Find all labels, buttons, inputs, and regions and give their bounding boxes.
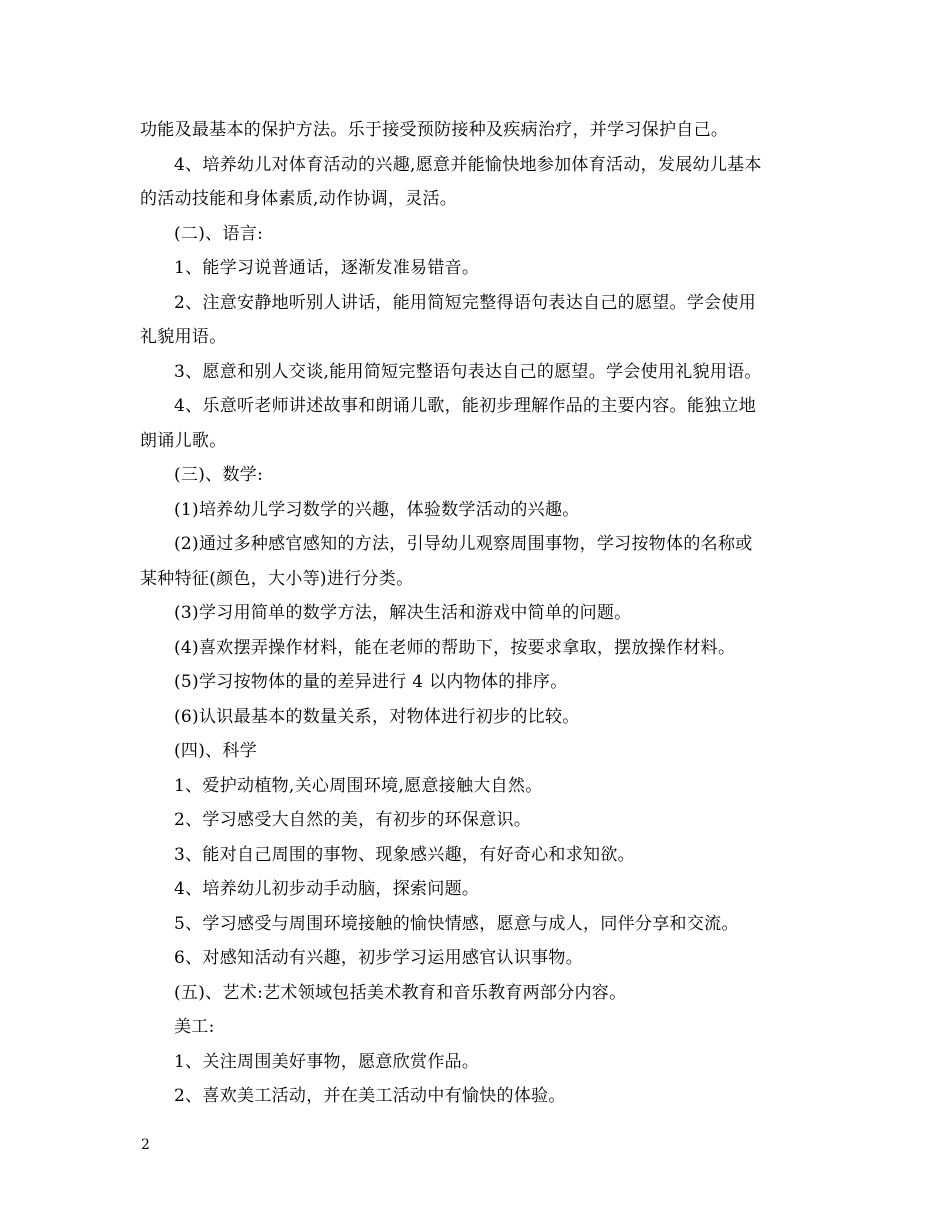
text-line: (6)认识最基本的数量关系，对物体进行初步的比较。: [174, 706, 580, 727]
text-line: 2、喜欢美工活动，并在美工活动中有愉快的体验。: [174, 1086, 566, 1106]
text-line: 1、关注周围美好事物，愿意欣赏作品。: [174, 1051, 480, 1072]
section-heading: (三)、数学:: [174, 465, 264, 485]
text-line: (1)培养幼儿学习数学的兴趣，体验数学活动的兴趣。: [174, 499, 580, 520]
text-line: (3)学习用简单的数学方法，解决生活和游戏中简单的问题。: [174, 603, 632, 623]
text-line: 5、学习感受与周围环境接触的愉快情感，愿意与成人，同伴分享和交流。: [174, 913, 739, 934]
text-line: 某种特征(颜色，大小等)进行分类。: [140, 568, 414, 589]
page-number: 2: [141, 1137, 150, 1153]
text-line: 的活动技能和身体素质,动作协调，灵活。: [140, 189, 458, 209]
text-line: 2、注意安静地听别人讲话，能用简短完整得语句表达自己的愿望。学会使用: [174, 292, 757, 313]
text-line: (5)学习按物体的量的差异进行 4 以内物体的排序。: [174, 672, 568, 692]
text-line: 2、学习感受大自然的美，有初步的环保意识。: [174, 810, 532, 830]
text-line: 3、愿意和别人交谈,能用简短完整语句表达自己的愿望。学会使用礼貌用语。: [174, 361, 762, 382]
text-line: 功能及最基本的保护方法。乐于接受预防接种及疾病治疗，并学习保护自己。: [140, 120, 729, 140]
text-line: (2)通过多种感官感知的方法，引导幼儿观察周围事物，学习按物体的名称或: [174, 534, 753, 554]
text-line: 6、对感知活动有兴趣，初步学习运用感官认识事物。: [174, 948, 584, 968]
text-line: 1、能学习说普通话，逐渐发准易错音。: [174, 258, 480, 278]
text-line: 礼貌用语。: [140, 327, 227, 347]
document-body: [140, 113, 820, 1114]
text-line: 朗诵儿歌。: [140, 430, 227, 451]
text-line: 4、培养幼儿对体育活动的兴趣,愿意并能愉快地参加体育活动，发展幼儿基本: [174, 154, 762, 175]
section-heading: (二)、语言:: [174, 223, 264, 244]
text-line: 4、培养幼儿初步动手动脑，探索问题。: [174, 879, 480, 899]
text-line: 3、能对自己周围的事物、现象感兴趣，有好奇心和求知欲。: [174, 844, 635, 865]
section-heading: (四)、科学: [174, 741, 258, 761]
section-heading: (五)、艺术:艺术领域包括美术教育和音乐教育两部分内容。: [174, 982, 627, 1003]
text-line: 1、爱护动植物,关心周围环境,愿意接触大自然。: [174, 775, 543, 796]
subsection-heading: 美工:: [174, 1017, 215, 1037]
text-line: 4、乐意听老师讲述故事和朗诵儿歌，能初步理解作品的主要内容。能独立地: [174, 396, 757, 416]
text-line: (4)喜欢摆弄操作材料，能在老师的帮助下，按要求拿取，摆放操作材料。: [174, 637, 736, 658]
